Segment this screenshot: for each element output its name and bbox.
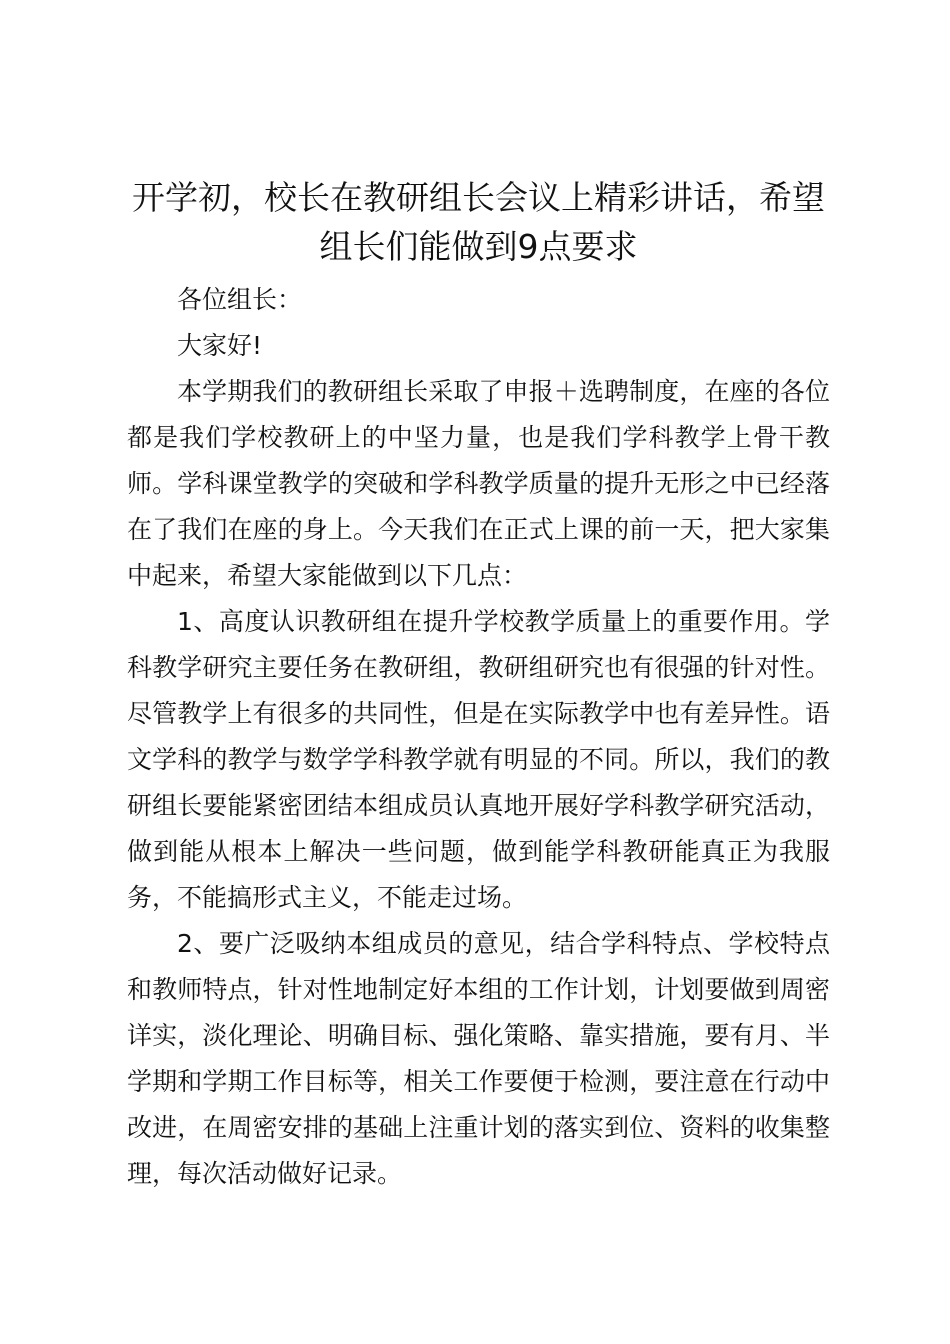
paragraph-intro: 本学期我们的教研组长采取了申报＋选聘制度，在座的各位都是我们学校教研上的中坚力量，也是我们学科教学上骨干教师。学科课堂教学的突破和学科教学质量的提升无形之中已经落在了我们在座的身上。今天我们在正式上课的前一天，把大家集中起来，希望大家能做到以下几点：	[127, 377, 830, 590]
salutation: 各位组长：	[177, 285, 303, 314]
document-title: 开学初，校长在教研组长会议上精彩讲话，希望组长们能做到9点要求	[132, 178, 825, 266]
paragraph-point-2: 2、要广泛吸纳本组成员的意见，结合学科特点、学校特点和教师特点，针对性地制定好本组的工作计划，计划要做到周密详实，淡化理论、明确目标、强化策略、靠实措施，要有月、半学期和学期工作目标等，相关工作要便于检测，要注意在行动中改进，在周密安排的基础上注重计划的落实到位、资料的收集整理，每次活动做好记录。	[127, 929, 830, 1188]
greeting: 大家好!	[177, 331, 263, 360]
document-body	[127, 277, 830, 1197]
paragraph-point-1: 1、高度认识教研组在提升学校教学质量上的重要作用。学科教学研究主要任务在教研组，教研组研究也有很强的针对性。尽管教学上有很多的共同性，但是在实际教学中也有差异性。语文学科的教学与数学学科教学就有明显的不同。所以，我们的教研组长要能紧密团结本组成员认真地开展好学科教学研究活动，做到能从根本上解决一些问题，做到能学科教研能真正为我服务，不能搞形式主义，不能走过场。	[127, 607, 830, 912]
document-content	[127, 173, 830, 1197]
